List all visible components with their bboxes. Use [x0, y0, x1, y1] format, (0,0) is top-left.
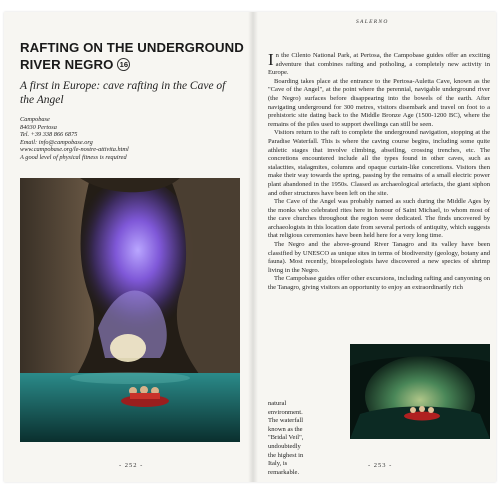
right-page: [256, 12, 496, 482]
wrapped-text: natural environment. The waterfall known as the "Bridal Veil", undoubtedly the highest in Italy, is remarkable.: [268, 400, 304, 476]
running-head: SALERNO: [356, 19, 389, 25]
paragraph: Visitors return to the raft to complete the underground navigation, stopping at the Paradise Waterfall. This is where the caving course begins, including some quite athletic stages that involve climbing, abseiling, crossing trenches, etc. The concretions encountered include all the types found in other caves, such as stalactites, stalagmites, columns and opaque curtain-like concretions. Visitors then make their way towards the spring, passing by the remains of a small electric power plant abandoned in the 1950s. Classed as archaeological artefacts, the giant siphon and other structures have been left on the site.: [268, 129, 490, 197]
paragraph: In the Cilento National Park, at Pertosa, the Campobase guides offer an exciting adventure that combines rafting and potholing, a completely new activity in Europe.: [268, 50, 490, 77]
paragraph: The Negro and the above-ground River Tanagro and its valley have been classified by UNESCO as unique sites in terms of biodiversity (geology, botany and fauna). Most recently, biospeleologists have discovered a new species of shrimp living in the Negro.: [268, 241, 490, 274]
page-subtitle: A first in Europe: cave rafting in the Cave of the Angel: [20, 80, 226, 106]
title-number-badge: 16: [117, 58, 130, 71]
page-number: - 252 -: [119, 462, 144, 469]
article-body: [268, 52, 490, 293]
contact-info: [20, 116, 240, 162]
book-spread: [4, 12, 496, 482]
info-line: Email: info@campobase.org: [20, 138, 93, 146]
drop-cap: I: [268, 50, 274, 69]
info-line: 84030 Pertosa: [20, 123, 57, 131]
info-line: www.campobase.org/le-nostre-attivita.html: [20, 146, 129, 154]
title-text: RAFTING ON THE UNDERGROUND RIVER NEGRO: [20, 40, 244, 72]
info-line: A good level of physical fitness is required: [20, 153, 127, 161]
left-page: [4, 12, 250, 482]
page-title: [20, 39, 245, 73]
cave-night-illustration: [350, 344, 490, 439]
page-number: - 253 -: [368, 462, 393, 469]
cave-raft-night-photo: [350, 344, 490, 439]
cave-rafting-photo: [20, 178, 240, 442]
paragraph: Boarding takes place at the entrance to the Pertosa-Auletta Cave, known as the "Cave of the Angel", at the point where the perennial, navigable underground river (the Negro) surfaces before disappearing into the bowels of the earth. After navigating underground for 300 metres, visitors disembark and travel on foot to a prehistoric site dating back to the Middle Bronze Age (1500-1200 BC), where the remains of the piles used to support dwellings can still be seen.: [268, 77, 490, 128]
paragraph: The Campobase guides offer other excursions, including rafting and canyoning on the Tanagro, giving visitors an opportunity to enjoy an extraordinarily rich: [268, 275, 490, 292]
cave-rafting-illustration: [20, 178, 240, 442]
info-line: Tel. +39 338 866 6875: [20, 131, 78, 139]
info-line: Campobase: [20, 116, 50, 123]
paragraph: The Cave of the Angel was probably named as such during the Middle Ages by the monks who celebrated rites here in honour of Saint Michael, to whom most of the cave churches throughout the region were dedicated. The finds uncovered by archaeologists in this location date from several periods of antiquity, which suggests that religious ceremonies have been held here for a very long time.: [268, 198, 490, 240]
